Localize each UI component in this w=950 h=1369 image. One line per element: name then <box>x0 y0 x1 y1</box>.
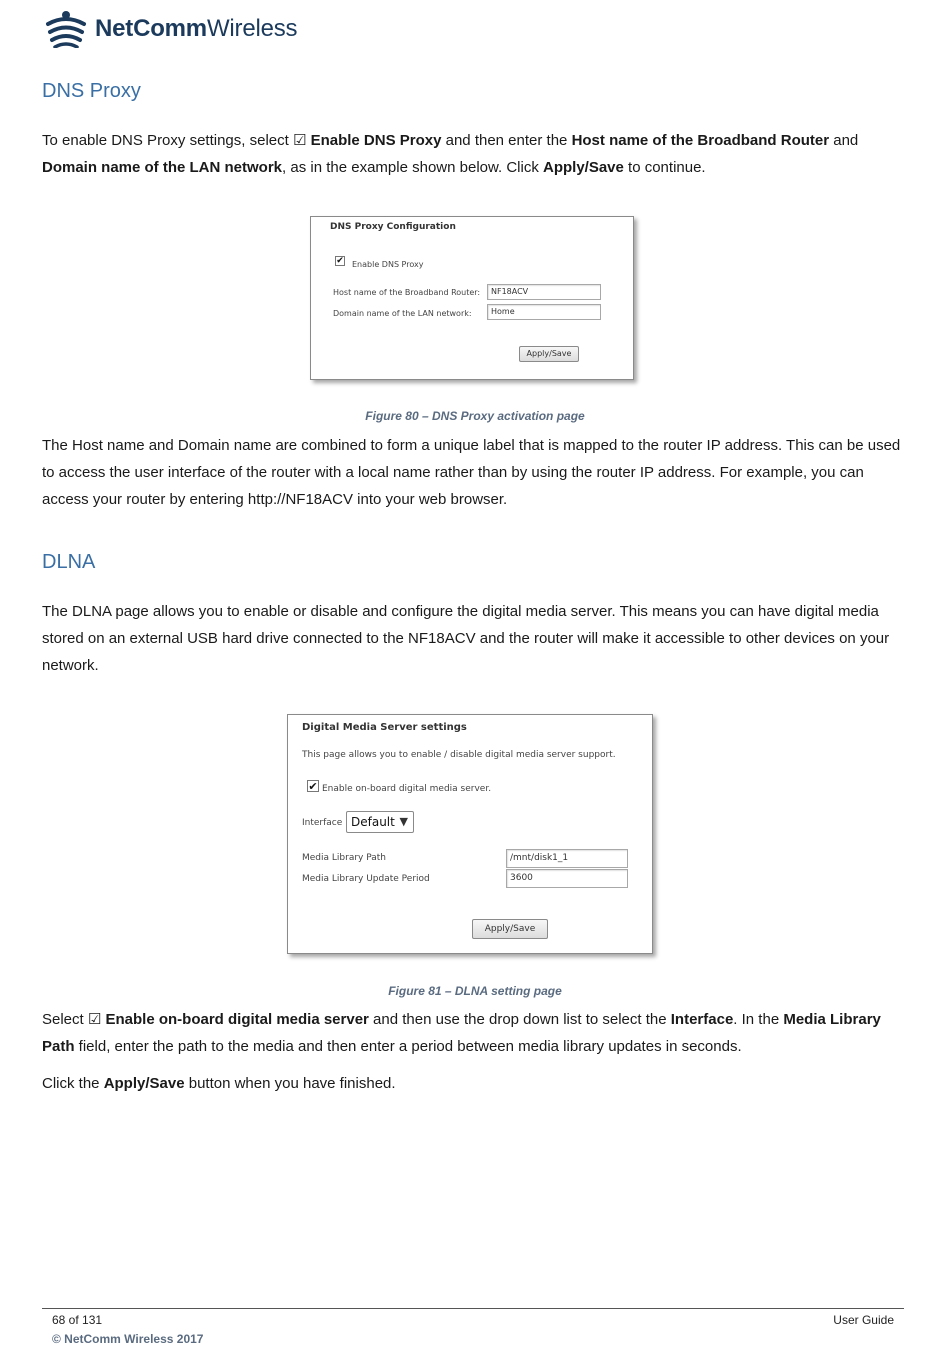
document-type: User Guide <box>833 1313 894 1327</box>
copyright: © NetComm Wireless 2017 <box>52 1332 204 1346</box>
apply-save-button[interactable]: Apply/Save <box>519 346 579 362</box>
page-number: 68 of 131 <box>52 1313 103 1327</box>
footer-divider <box>42 1308 904 1309</box>
dlna-screenshot <box>287 714 653 954</box>
wifi-logo-icon <box>45 10 87 48</box>
dms-settings-title: Digital Media Server settings <box>302 722 467 733</box>
domain-name-label: Domain name of the LAN network: <box>333 309 472 318</box>
dlna-intro: The DLNA page allows you to enable or disable and configure the digital media server. This means you can have digital media stored on an external USB hard drive connected to the NF18ACV and the router will make it accessible to other devices on your network. <box>42 603 890 674</box>
media-library-path-label: Media Library Path <box>302 853 386 863</box>
domain-name-field[interactable]: Home <box>487 304 601 320</box>
interface-label: Interface <box>302 818 343 828</box>
dns-proxy-heading: DNS Proxy <box>42 80 141 102</box>
figure-81-caption: Figure 81 – DLNA setting page <box>388 984 562 998</box>
dns-proxy-config-title: DNS Proxy Configuration <box>330 222 456 232</box>
figure-80-caption: Figure 80 – DNS Proxy activation page <box>365 409 585 423</box>
host-name-label: Host name of the Broadband Router: <box>333 288 481 297</box>
enable-dns-proxy-label: Enable DNS Proxy <box>352 260 424 269</box>
dns-proxy-screenshot <box>310 216 634 380</box>
dlna-click-instructions: Click the Apply/Save button when you have finished. <box>42 1075 396 1092</box>
dlna-apply-save-button[interactable]: Apply/Save <box>472 919 548 939</box>
dlna-select-instructions: Select ☑ Enable on-board digital media server and then use the drop down list to select the Interface. In the Media Library Path field, enter the path to the media and then enter a period between media library updates in seconds. <box>42 1010 881 1055</box>
dlna-heading: DLNA <box>42 551 96 573</box>
logo-wordmark: NetCommWireless <box>95 15 298 42</box>
checkbox-checked-icon: ☑ <box>292 131 307 149</box>
interface-select[interactable] <box>346 811 414 833</box>
enable-dms-label: Enable on-board digital media server. <box>322 784 492 794</box>
dms-description: This page allows you to enable / disable digital media server support. <box>302 750 616 760</box>
enable-dms-checkbox[interactable]: ✔ <box>308 780 318 793</box>
enable-dns-proxy-checkbox[interactable]: ✔ <box>336 256 344 266</box>
checkbox-checked-icon: ☑ <box>87 1010 102 1028</box>
host-name-field[interactable]: NF18ACV <box>487 284 601 300</box>
dns-proxy-explanation: The Host name and Domain name are combined to form a unique label that is mapped to the router IP address. This can be used to access the user interface of the router with a local name rather than by using the router IP address. For example, you can access your router by entering http://NF18ACV into your web browser. <box>42 437 901 508</box>
interface-selected-value: Default <box>351 815 395 829</box>
media-library-path-field[interactable]: /mnt/disk1_1 <box>506 849 628 868</box>
chevron-down-icon: ▼ <box>399 815 408 828</box>
update-period-field[interactable]: 3600 <box>506 869 628 888</box>
dns-proxy-intro: To enable DNS Proxy settings, select ☑ Enable DNS Proxy and then enter the Host name of the Broadband Router and Domain name of the LAN network, as in the example shown below. Click Apply/Save to continue. <box>42 131 859 176</box>
netcomm-logo <box>45 10 297 48</box>
update-period-label: Media Library Update Period <box>302 874 430 884</box>
